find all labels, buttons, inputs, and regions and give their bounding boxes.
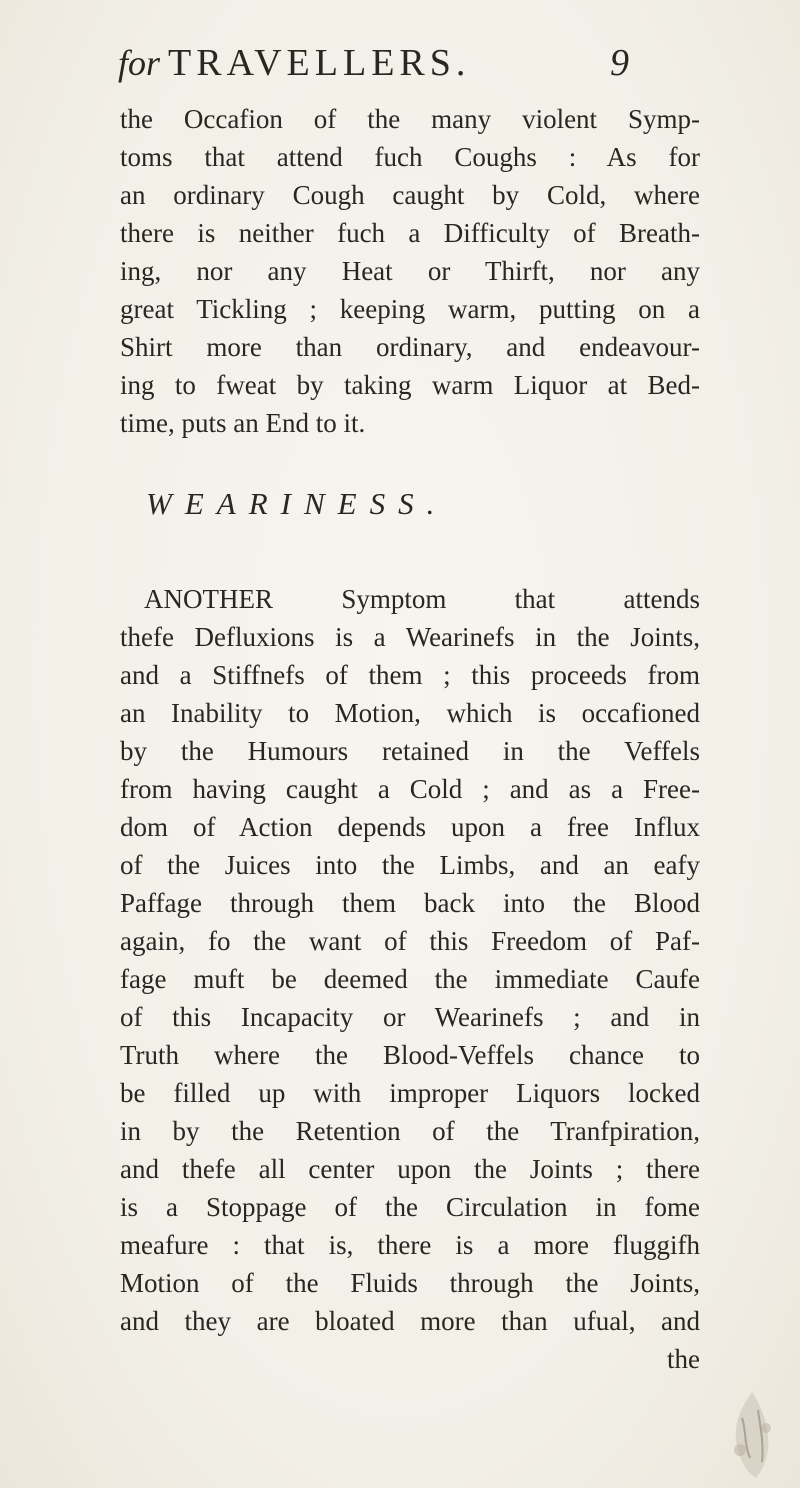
text-line: ing, nor any Heat or Thirft, nor any	[120, 256, 700, 286]
text-line: ing to fweat by taking warm Liquor at Bed-	[120, 370, 700, 400]
text-line: ANOTHER Symptom that attends	[144, 584, 700, 614]
page-number: 9	[610, 42, 629, 84]
text-line: Motion of the Fluids through the Joints,	[120, 1268, 700, 1298]
section-heading: WEARINESS.	[146, 486, 448, 521]
text-line: dom of Action depends upon a free Influx	[120, 812, 700, 842]
text-line: is a Stoppage of the Circulation in fome	[120, 1192, 700, 1222]
text-line: the Occafion of the many violent Symp-	[120, 104, 700, 134]
text-line: and thefe all center upon the Joints ; there	[120, 1154, 700, 1184]
running-head-title: TRAVELLERS.	[168, 42, 471, 84]
running-head-prefix: for	[118, 43, 161, 83]
paragraph-2	[120, 580, 700, 1378]
text-line: and they are bloated more than ufual, and	[120, 1306, 700, 1336]
text-line: by the Humours retained in the Veffels	[120, 736, 700, 766]
text-line: again, fo the want of this Freedom of Paf-	[120, 926, 700, 956]
text-line: and a Stiffnefs of them ; this proceeds from	[120, 660, 700, 690]
running-head	[118, 38, 638, 88]
text-line: of this Incapacity or Wearinefs ; and in	[120, 1002, 700, 1032]
text-line: great Tickling ; keeping warm, putting on a	[120, 294, 700, 324]
text-line: Truth where the Blood-Veffels chance to	[120, 1040, 700, 1070]
text-line: meafure : that is, there is a more fluggifh	[120, 1230, 700, 1260]
text-line: of the Juices into the Limbs, and an eafy	[120, 850, 700, 880]
text-line: time, puts an End to it.	[120, 408, 366, 438]
text-line: be filled up with improper Liquors locked	[120, 1078, 700, 1108]
text-line: fage muft be deemed the immediate Caufe	[120, 964, 700, 994]
text-line: an ordinary Cough caught by Cold, where	[120, 180, 700, 210]
paragraph-1	[120, 100, 700, 442]
catchword: the	[667, 1344, 700, 1374]
text-line: Shirt more than ordinary, and endeavour-	[120, 332, 700, 362]
text-line: Paffage through them back into the Blood	[120, 888, 700, 918]
text-line: there is neither fuch a Difficulty of Breath-	[120, 218, 700, 248]
text-line: thefe Defluxions is a Wearinefs in the Joints,	[120, 622, 700, 652]
text-line: an Inability to Motion, which is occafioned	[120, 698, 700, 728]
text-line: toms that attend fuch Coughs : As for	[120, 142, 700, 172]
stamp-mark-icon	[712, 1388, 792, 1480]
text-line: in by the Retention of the Tranfpiration,	[120, 1116, 700, 1146]
text-line: from having caught a Cold ; and as a Free-	[120, 774, 700, 804]
